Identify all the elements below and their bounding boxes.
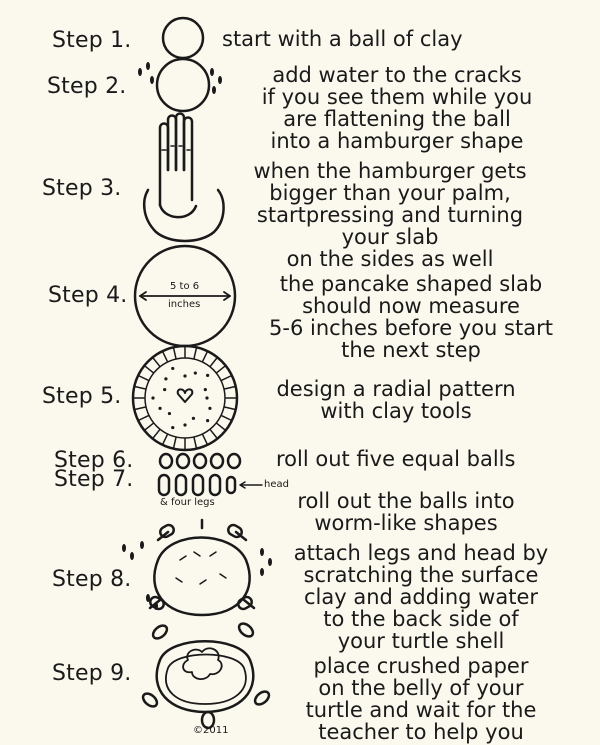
step-6-label: Step 6. bbox=[54, 448, 134, 473]
step-3-line: startpressing and turning bbox=[256, 203, 524, 227]
worm-shapes-icon bbox=[159, 475, 262, 495]
step-8-line: your turtle shell bbox=[337, 629, 505, 653]
radial-tick bbox=[211, 358, 217, 366]
radial-tick bbox=[222, 376, 231, 380]
radial-tick bbox=[217, 366, 225, 372]
radial-tick bbox=[203, 435, 207, 444]
step-4-line: 5-6 inches before you start bbox=[269, 316, 553, 340]
radial-tick bbox=[153, 430, 159, 438]
radial-tick bbox=[153, 358, 159, 366]
radial-dot bbox=[183, 423, 186, 426]
step-3-line: bigger than your palm, bbox=[269, 181, 511, 205]
step-1-line: start with a ball of clay bbox=[222, 27, 463, 51]
step-3-line: your slab bbox=[341, 225, 439, 249]
radial-dot bbox=[205, 396, 208, 399]
step-2-line: into a hamburger shape bbox=[270, 129, 524, 153]
measure-top-label: 5 to 6 bbox=[170, 281, 200, 292]
radial-dot bbox=[194, 371, 197, 374]
step-9-line: turtle and wait for the bbox=[305, 698, 537, 722]
step-8-line: scratching the surface bbox=[303, 563, 539, 587]
radial-tick bbox=[217, 424, 225, 430]
radial-tick bbox=[139, 376, 148, 380]
radial-dot bbox=[171, 367, 174, 370]
radial-tick bbox=[145, 424, 153, 430]
radial-tick bbox=[139, 416, 148, 420]
step-8-label: Step 8. bbox=[52, 567, 132, 592]
step-1-label: Step 1. bbox=[52, 28, 132, 53]
step-7-line: worm-like shapes bbox=[314, 511, 498, 535]
step-6-line: roll out five equal balls bbox=[276, 447, 516, 471]
radial-tick bbox=[135, 387, 145, 389]
step-2-line: are flattening the ball bbox=[283, 107, 511, 131]
radial-tick bbox=[225, 387, 235, 389]
measure-bottom-label: inches bbox=[168, 299, 201, 310]
step-2-line: add water to the cracks bbox=[272, 63, 522, 87]
radial-tick bbox=[211, 430, 217, 438]
step-2-label: Step 2. bbox=[47, 74, 127, 99]
radial-pattern-icon bbox=[133, 346, 237, 450]
step-3-line: when the hamburger gets bbox=[253, 159, 527, 183]
step-9-line: teacher to help you bbox=[318, 720, 524, 744]
radial-dot bbox=[192, 417, 195, 420]
radial-dot bbox=[208, 407, 211, 410]
radial-dot bbox=[151, 396, 154, 399]
step-8-line: to the back side of bbox=[323, 607, 519, 631]
step-3-label: Step 3. bbox=[42, 176, 122, 201]
step-5-label: Step 5. bbox=[42, 384, 122, 409]
clay-ball-with-water-icon bbox=[138, 59, 222, 111]
pancake-slab-icon bbox=[135, 246, 235, 346]
radial-tick bbox=[135, 407, 145, 409]
radial-tick bbox=[145, 366, 153, 372]
legs-label: & four legs bbox=[160, 497, 215, 508]
radial-dot bbox=[206, 374, 209, 377]
radial-tick bbox=[203, 352, 207, 361]
hand-pressing-icon bbox=[144, 114, 223, 242]
radial-dot bbox=[164, 377, 167, 380]
step-5-line: design a radial pattern bbox=[276, 377, 516, 401]
step-9-line: on the belly of your bbox=[318, 676, 524, 700]
step-4-line: the next step bbox=[341, 338, 481, 362]
five-balls-icon bbox=[160, 454, 240, 468]
radial-dot bbox=[204, 388, 207, 391]
radial-tick bbox=[194, 438, 196, 448]
radial-tick bbox=[174, 348, 176, 358]
step-9-label: Step 9. bbox=[52, 661, 132, 686]
radial-tick bbox=[174, 438, 176, 448]
radial-tick bbox=[163, 352, 167, 361]
radial-tick bbox=[222, 416, 231, 420]
step-8-line: clay and adding water bbox=[303, 585, 539, 609]
step-7-line: roll out the balls into bbox=[297, 489, 515, 513]
step-2-line: if you see them while you bbox=[261, 85, 533, 109]
turtle-belly-icon bbox=[141, 621, 272, 728]
step-5-line: with clay tools bbox=[320, 399, 472, 423]
turtle-shell-icon bbox=[122, 520, 272, 615]
copyright-label: ©2011 bbox=[193, 725, 229, 736]
radial-dot bbox=[168, 412, 171, 415]
radial-tick bbox=[194, 348, 196, 358]
clay-ball-icon bbox=[163, 18, 203, 58]
radial-dot bbox=[183, 374, 186, 377]
step-8-line: attach legs and head by bbox=[293, 541, 549, 565]
radial-tick bbox=[163, 435, 167, 444]
radial-dot bbox=[206, 419, 209, 422]
head-label: head bbox=[264, 479, 289, 490]
radial-dot bbox=[158, 407, 161, 410]
step-4-line: the pancake shaped slab bbox=[279, 272, 543, 296]
radial-dot bbox=[171, 426, 174, 429]
step-7-label: Step 7. bbox=[54, 467, 134, 492]
radial-dot bbox=[163, 388, 166, 391]
step-9-line: place crushed paper bbox=[313, 654, 529, 678]
step-4-line: should now measure bbox=[302, 294, 520, 318]
step-3-line: on the sides as well bbox=[286, 247, 494, 271]
step-4-label: Step 4. bbox=[48, 283, 128, 308]
radial-tick bbox=[225, 407, 235, 409]
